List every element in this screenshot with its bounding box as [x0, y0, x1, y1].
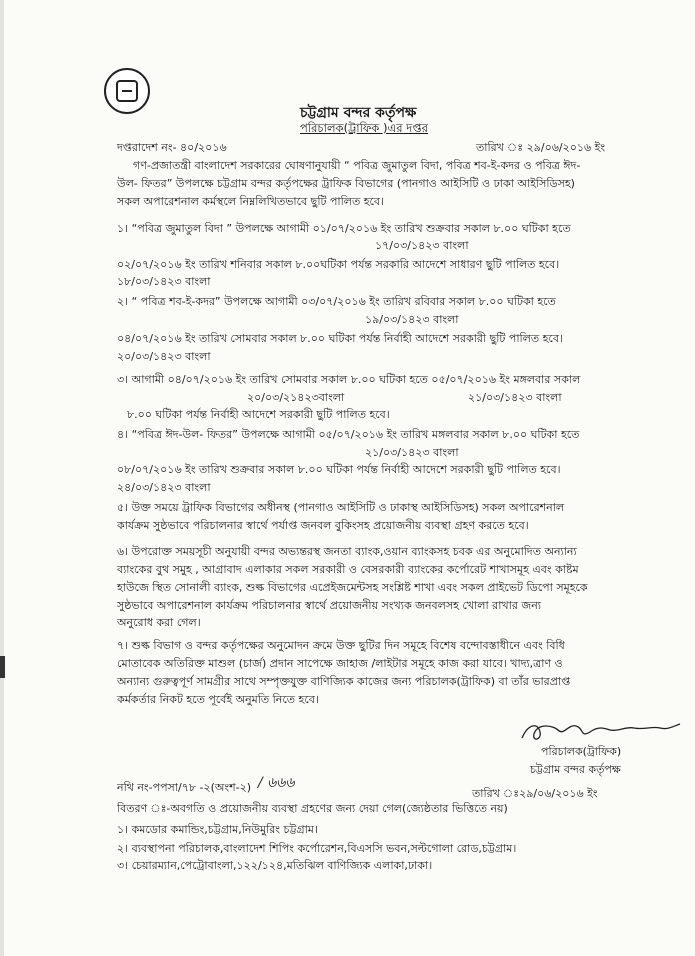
item-3-line-3: ৮.০০ ঘটিকা পর্যন্ত নির্বাহী আদেশে সরকারী ছুটি পালিত হবে। — [127, 408, 390, 421]
handwritten-signature — [518, 716, 683, 746]
memo-handwritten-number: / ৬৬৬ — [258, 775, 295, 791]
distribution-item-2: ২। ব্যবস্থাপনা পরিচালক,বাংলাদেশ শিপিং কর্পোরেশন,বিএসসি ভবন,সল্টগোলা রোড,চট্টগ্রাম। — [117, 842, 517, 855]
order-date: তারিখ ঃ ২৯/০৬/২০১৬ ইং — [476, 141, 606, 154]
para-6-line-2: ব্যাংকের বুথ সমুহ , আগ্রাবাদ এলাকার সকল সরকারী ও বেসরকারী ব্যাংকের কর্পোরেট শাখাসমূহ এবং কাষ্টম — [117, 563, 579, 576]
binding-mark — [0, 656, 5, 678]
intro-line-2: উল- ফিতর” উপলক্ষে চট্টগ্রাম বন্দর কর্তৃপক্ষের ট্রাফিক বিভাগের (পানগাও আইসিটি ও ঢাকা আইসিডিসহ) — [117, 177, 575, 190]
item-1-line-1: ১। “পবিত্র জুমাতুল বিদা ” উপলক্ষে আগামী ০১/০৭/২০১৬ ইং তারিখ শুক্রবার সকাল ৮.০০ ঘটিকা হতে — [117, 222, 571, 235]
item-3-line-1: ৩। আগামী ০৪/০৭/২০১৬ ইং তারিখ সোমবার সকাল ৮.০০ ঘটিকা হতে ০৫/০৭/২০১৬ ইং মঙ্গলবার সকাল — [117, 373, 581, 386]
item-1-bangla-date: ১৭/০৩/১৪২৩ বাংলা — [375, 239, 469, 252]
seal-emblem — [116, 80, 138, 102]
intro-line-1: গণ-প্রজাতন্ত্রী বাংলাদেশ সরকারের ঘোষণানুযায়ী “ পবিত্র জুমাতুল বিদা, পবিত্র শব-ই-কদর ও পবিত্র ঈদ- — [133, 159, 581, 172]
memo-date: তারিখ ঃ২৯/০৬/২০১৬ ইং — [472, 787, 598, 800]
item-4-bangla-date-2: ২৪/০৩/১৪২৩ বাংলা — [117, 481, 211, 494]
para-7-line-1: ৭। শুল্ক বিভাগ ও বন্দর কর্তৃপক্ষের অনুমোদন ক্রমে উক্ত ছুটির দিন সমূহে বিশেষ বন্দোবস্তাধীনে এবং বিধি — [117, 639, 565, 652]
signatory-organization: চট্টগ্রাম বন্দর কর্তৃপক্ষ — [530, 763, 621, 776]
distribution-item-1: ১। কমডোর কমান্ডিং,চট্টগ্রাম,নিউমুরিং চট্টগ্রাম। — [117, 823, 318, 836]
para-5-line-2: কার্যক্রম সুষ্ঠভাবে পরিচালনার স্বার্থে পর্যাপ্ত জনবল বুকিংসহ প্রয়োজনীয় ব্যবস্থা গ্রহণ করতে হবে। — [117, 519, 529, 532]
memo-reference: নথি নং-পপসা/৭৮ -২(অংশ-২) — [117, 781, 252, 794]
para-7-line-4: কর্মকর্তার নিকট হতে পূর্বেই অনুমতি নিতে হবে। — [117, 693, 319, 706]
distribution-item-3: ৩। চেয়ারম্যান,পেট্রোবাংলা,১২২/১২৪,মতিঝিল বাণিজ্যিক এলাকা,ঢাকা। — [117, 859, 433, 872]
para-6-line-3: হাউজে স্থিত সোনালী ব্যাংক, শুল্ক বিভাগের এপ্রেইজমেন্টসহ সংশ্লিষ্ট শাখা এবং সকল প্রাইভেট ডিপো সমূহকে — [117, 581, 588, 594]
item-2-line-1: ২। “ পবিত্র শব-ই-কদর” উপলক্ষে আগামী ০৩/০৭/২০১৬ ইং তারিখ রবিবার সকাল ৮.০০ ঘটিকা হতে — [117, 295, 556, 308]
office-subtitle: পরিচালক(ট্রাফিক )এর দপ্তর — [300, 121, 428, 135]
item-1-line-3: ০২/০৭/২০১৬ ইং তারিখ শনিবার সকাল ৮.০০ঘটিকা পর্যন্ত সরকারি আদেশে সাধারণ ছুটি পালিত হবে। — [117, 258, 560, 271]
page-title: চট্টগ্রাম বন্দর কর্তৃপক্ষ — [300, 105, 417, 121]
item-4-line-1: ৪। “পবিত্র ঈদ-উল- ফিতর” উপলক্ষে আগামী ০৫/০৭/২০১৬ ইং তারিখ মঙ্গলবার সকাল ৮.০০ ঘটিকা হতে — [117, 428, 580, 441]
para-6-line-4: সুষ্ঠভাবে অপারেশনাল কার্যক্রম পরিচালনার স্বার্থে প্রয়োজনীয় সংখ্যক জনবলসহ খোলা রাখার জন্য — [117, 599, 541, 612]
order-number: দপ্তরাদেশ নং- ৪০/২০১৬ — [117, 141, 227, 154]
item-2-bangla-date: ১৯/০৩/১৪২৩ বাংলা — [365, 313, 459, 326]
distribution-heading: বিতরণ ঃ-অবগতি ও প্রয়োজনীয় ব্যবস্থা গ্রহণের জন্য দেয়া গেল(জ্যেষ্ঠতার ভিত্তিতে নয়) — [117, 802, 508, 815]
item-2-line-3: ০৪/০৭/২০১৬ ইং তারিখ সোমবার সকাল ৮.০০ ঘটিকা পর্যন্ত নির্বাহী আদেশে সরকারী ছুটি পালিত হবে। — [117, 332, 563, 345]
signatory-designation: পরিচালক(ট্রাফিক) — [541, 745, 622, 758]
item-1-bangla-date-2: ১৮/০৩/১৪২৩ বাংলা — [117, 275, 211, 288]
para-7-line-3: অন্যান্য গুরুত্বপূর্ণ সামগ্রীর সাথে সম্পৃক্তযুক্ত বাণিজ্যিক কাজের জন্য পরিচালক(ট্রাফিক) বা তাঁর ভারপ্রাপ্ত — [117, 675, 571, 688]
para-6-line-5: অনুরোধ করা গেল। — [117, 616, 201, 629]
para-7-line-2: মোতাবেক অতিরিক্ত মাশুল (চার্জ) প্রদান সাপেক্ষে জাহাজ /লাইটার সমূহে কাজ করা যাবে। খাদ্য,ত্রাণ ও — [117, 657, 563, 670]
para-5-line-1: ৫। উক্ত সময়ে ট্রাফিক বিভাগের অধীনস্থ (পানগাও আইসিটি ও ঢাকাস্থ আইসিডিসহ) সকল অপারেশনাল — [117, 501, 565, 514]
para-6-line-1: ৬। উপরোক্ত সময়সূচী অনুযায়ী বন্দর অভ্যন্তরস্থ জনতা ব্যাংক,ওয়ান ব্যাংকসহ চবক এর অনুমোদিত অন্যান্য — [117, 545, 577, 558]
item-2-bangla-date-2: ২০/০৩/১৪২৩ বাংলা — [117, 350, 211, 363]
intro-line-3: সকল অপারেশনাল কর্মস্থলে নিম্নলিখিতভাবে ছুটি পালিত হবে। — [117, 195, 384, 208]
item-3-bangla-date-a: ২০/০৩/২১৪২৩বাংলা — [247, 391, 345, 404]
page-edge — [0, 0, 4, 956]
item-3-bangla-date-b: ২১/০৩/১৪২৩ বাংলা — [468, 391, 562, 404]
item-4-line-3: ০৮/০৭/২০১৬ ইং তারিখ শুক্রবার সকাল ৮.০০ ঘটিকা পর্যন্ত নির্বাহী আদেশে সরকারী ছুটি পালিত হবে। — [117, 463, 561, 476]
item-4-bangla-date: ২১/০৩/১৪২৩ বাংলা — [365, 446, 459, 459]
port-authority-seal-icon — [104, 68, 150, 114]
